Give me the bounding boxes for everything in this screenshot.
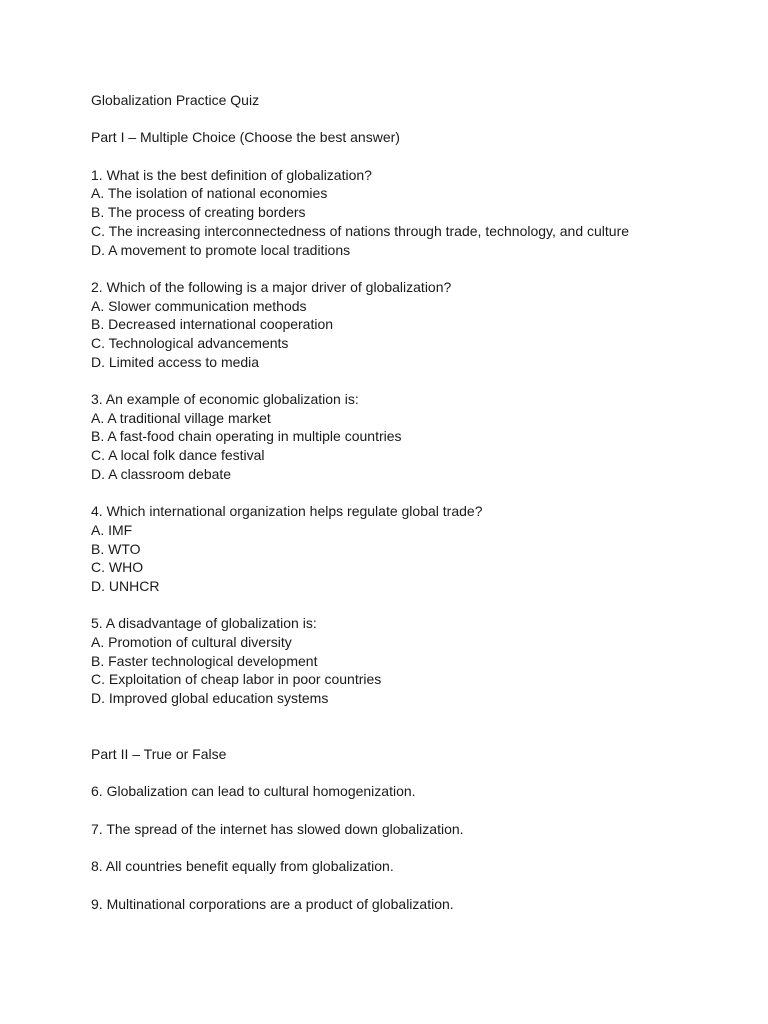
answer-option: D. A movement to promote local traditions: [91, 241, 351, 258]
spacer: [91, 801, 751, 820]
answer-option: A. The isolation of national economies: [91, 185, 328, 202]
true-false-item: 8. All countries benefit equally from globalization.: [91, 858, 394, 875]
answer-option: D. Limited access to media: [91, 353, 260, 370]
answer-option: C. WHO: [91, 559, 144, 576]
true-false-item: 9. Multinational corporations are a product of globalization.: [91, 895, 454, 912]
spacer: [91, 483, 751, 502]
question-text: 1. What is the best definition of globalization?: [91, 166, 372, 183]
answer-option: B. Faster technological development: [91, 652, 318, 669]
question-4: [91, 502, 751, 595]
part1-heading: Part I – Multiple Choice (Choose the best answer): [91, 129, 400, 146]
answer-option: A. A traditional village market: [91, 409, 271, 426]
answer-option: B. WTO: [91, 540, 141, 557]
spacer: [91, 596, 751, 615]
answer-option: C. Exploitation of cheap labor in poor countries: [91, 671, 382, 688]
answer-option: D. Improved global education systems: [91, 690, 329, 706]
quiz-document: [91, 91, 751, 913]
answer-option: A. Slower communication methods: [91, 297, 307, 314]
answer-option: B. Decreased international cooperation: [91, 316, 334, 333]
true-false-item: 6. Globalization can lead to cultural homogenization.: [91, 783, 416, 800]
spacer: [91, 259, 751, 278]
question-3: [91, 390, 751, 483]
answer-option: C. The increasing interconnectedness of nations through trade, technology, and culture: [91, 222, 630, 239]
spacer: [91, 764, 751, 783]
question-text: 3. An example of economic globalization is:: [91, 391, 359, 407]
question-2: [91, 278, 751, 371]
part2-heading: Part II – True or False: [91, 746, 227, 763]
true-false-item: 7. The spread of the internet has slowed down globalization.: [91, 820, 464, 837]
question-text: 5. A disadvantage of globalization is:: [91, 615, 317, 632]
answer-option: B. The process of creating borders: [91, 204, 306, 221]
answer-option: B. A fast-food chain operating in multiple countries: [91, 428, 402, 445]
answer-option: C. A local folk dance festival: [91, 447, 265, 464]
answer-option: D. UNHCR: [91, 577, 160, 594]
spacer: [91, 110, 751, 129]
question-5: [91, 614, 751, 707]
document-title: Globalization Practice Quiz: [91, 92, 260, 108]
question-1: [91, 166, 751, 259]
spacer: [91, 708, 751, 745]
answer-option: A. Promotion of cultural diversity: [91, 633, 292, 650]
spacer: [91, 876, 751, 895]
spacer: [91, 371, 751, 390]
spacer: [91, 839, 751, 858]
answer-option: C. Technological advancements: [91, 334, 289, 351]
answer-option: D. A classroom debate: [91, 465, 232, 482]
question-text: 2. Which of the following is a major driver of globalization?: [91, 278, 452, 295]
answer-option: A. IMF: [91, 521, 133, 538]
spacer: [91, 147, 751, 166]
question-text: 4. Which international organization helps regulate global trade?: [91, 503, 483, 520]
